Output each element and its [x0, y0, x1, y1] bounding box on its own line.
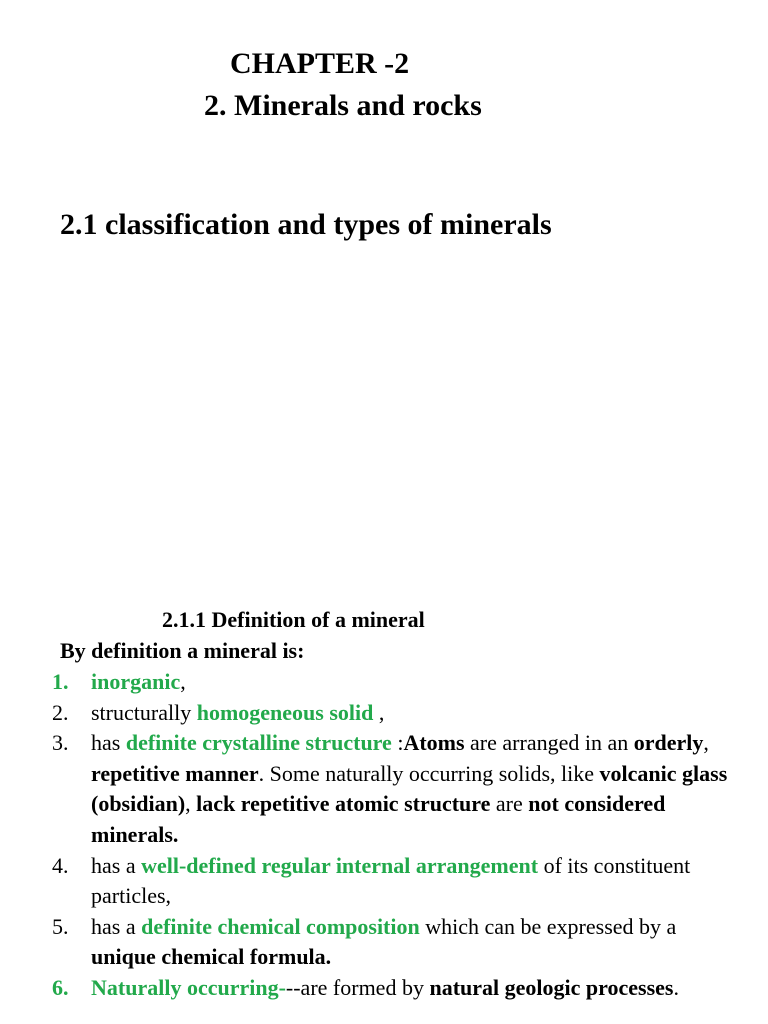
text-segment: orderly: [633, 730, 704, 756]
item-text: [91, 700, 384, 725]
text-segment: definite chemical composition: [141, 913, 420, 939]
item-text: [91, 914, 676, 970]
definition-item-2: [0, 698, 740, 729]
text-segment: volcanic glass (obsidian): [91, 760, 728, 817]
text-segment: repetitive manner: [91, 760, 259, 786]
definition-item-5: [0, 912, 740, 973]
text-segment: ,: [185, 791, 197, 817]
definition-item-4: [0, 851, 740, 912]
text-segment: ,: [180, 669, 186, 694]
text-segment: homogeneous solid: [196, 699, 374, 725]
item-text: [91, 730, 727, 847]
definition-item-6: [0, 973, 740, 1004]
text-segment: has: [91, 730, 126, 756]
subsection-heading: 2.1.1 Definition of a mineral: [162, 607, 425, 632]
text-segment: which can be expressed by a: [419, 913, 677, 939]
item-text: [91, 669, 186, 694]
item-number: 1.: [52, 669, 69, 694]
item-text: [91, 853, 690, 909]
text-segment: natural geologic processes: [429, 974, 674, 1000]
text-segment: of its constituent particles,: [91, 852, 691, 909]
text-segment: :: [391, 730, 404, 756]
item-number: 4.: [52, 852, 69, 878]
intro-line: By definition a mineral is:: [60, 638, 305, 663]
item-number: 2.: [52, 699, 69, 725]
definition-item-1: [0, 667, 740, 698]
definition-item-3: [0, 728, 740, 850]
text-segment: structurally: [91, 699, 197, 725]
text-segment: has a: [91, 913, 142, 939]
chapter-title: 2. Minerals and rocks: [204, 89, 482, 122]
text-segment: well-defined regular internal arrangement: [141, 852, 539, 878]
text-segment: .: [673, 974, 679, 1000]
chapter-heading: CHAPTER -2: [230, 47, 410, 80]
text-segment: are: [490, 791, 529, 817]
text-segment: ,: [703, 730, 709, 756]
text-segment: lack repetitive atomic structure: [196, 791, 491, 817]
section-heading: 2.1 classification and types of minerals: [60, 208, 552, 241]
text-segment: inorganic: [91, 669, 181, 694]
text-segment: unique chemical formula.: [91, 944, 332, 970]
text-segment: has a: [91, 852, 142, 878]
text-segment: Naturally occurring-: [91, 974, 286, 1000]
item-text: [91, 975, 679, 1000]
item-number: 6.: [52, 974, 69, 1000]
item-number: 5.: [52, 913, 69, 939]
text-segment: definite crystalline structure: [125, 730, 392, 756]
text-segment: --are formed by: [285, 974, 430, 1000]
text-segment: are arranged in an: [464, 730, 634, 756]
text-segment: not considered minerals.: [91, 791, 666, 847]
definition-list: [0, 667, 740, 1004]
text-segment: . Some naturally occurring solids, like: [258, 760, 600, 786]
text-segment: ,: [373, 699, 385, 725]
text-segment: Atoms: [403, 730, 465, 756]
item-number: 3.: [52, 730, 69, 756]
